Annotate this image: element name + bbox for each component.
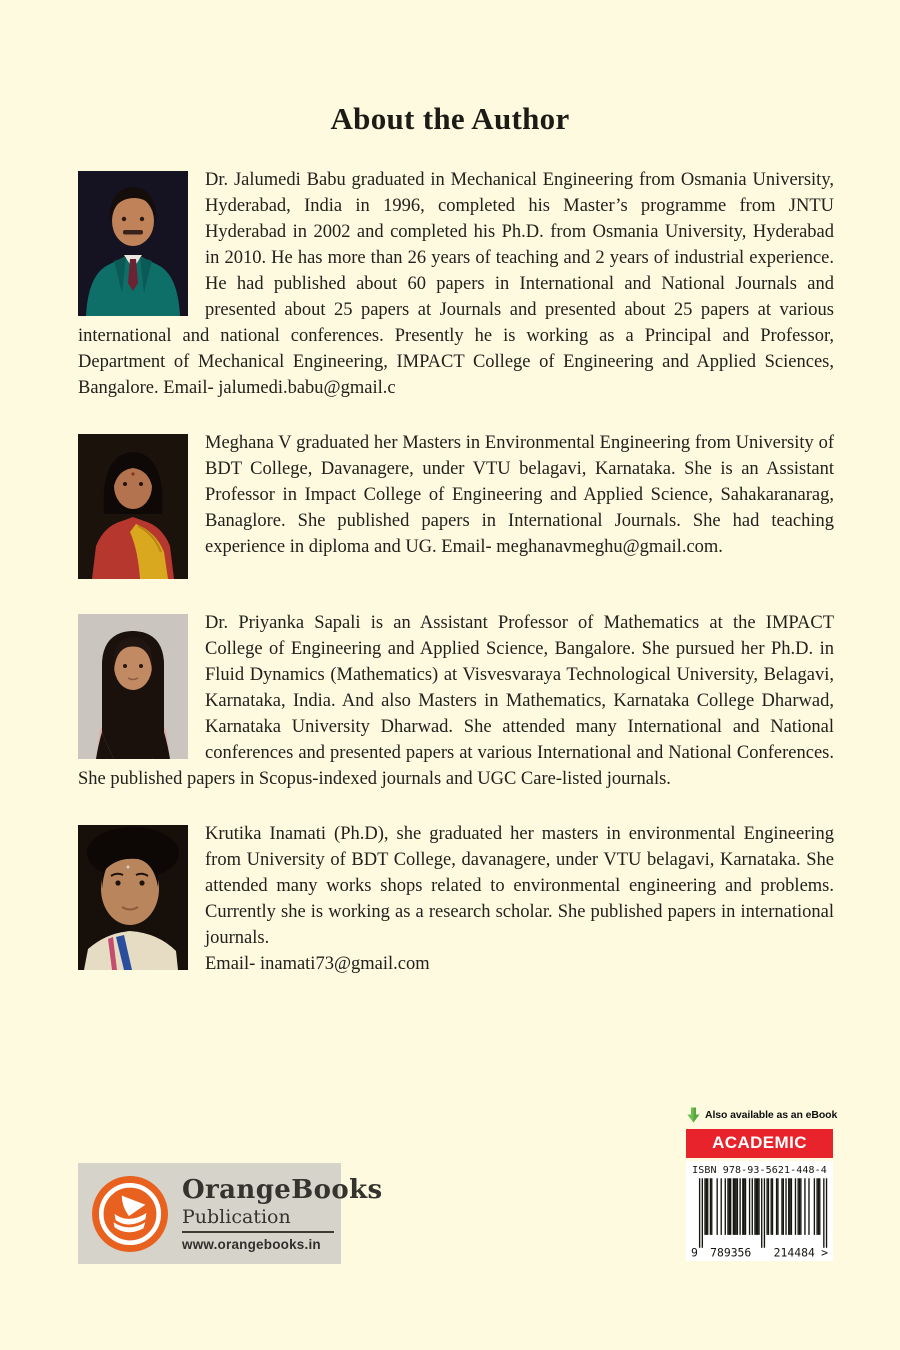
author-bio-4 (78, 821, 834, 977)
portrait-woman-pink-top (78, 614, 188, 759)
portrait-woman-closeup-lanyard (78, 825, 188, 970)
author-bio-3 (78, 610, 834, 792)
author-bio-2 (78, 430, 834, 581)
isbn-label: ISBN 978-93-5621-448-4 (692, 1165, 827, 1176)
category-badge: ACADEMIC (686, 1129, 833, 1158)
publisher-logo (78, 1163, 383, 1264)
publisher-subtitle: Publication (182, 1205, 334, 1233)
author-bios (0, 167, 900, 977)
author-photo-4 (78, 825, 188, 970)
author-bio-text-3: Dr. Priyanka Sapali is an Assistant Professor of Mathematics at the IMPACT College of Engineering and Applied Science, Bangalore. She pursued her Ph.D. in Fluid Dynamics (Mathematics) at Visvesvaraya Technological University, Belagavi, Karnataka, India. And also Masters in Mathematics, Karnataka College Dharwad, Karnataka University Dharwad. She attended many International and National conferences and presented papers at various International and National Conferences. She published papers in Scopus-indexed journals and UGC Care-listed journals. (78, 613, 834, 789)
author-bio-text-1: Dr. Jalumedi Babu graduated in Mechanical Engineering from Osmania University, Hyderabad, India in 1996, completed his Master’s programme from JNTU Hyderabad in 2002 and completed his Ph.D. from Osmania University, Hyderabad in 2010. He has more than 26 years of teaching and 2 years of industrial experience. He had published about 60 papers in International and National Journals and presented about 25 papers at Journals and presented about 25 papers at various international and national conferences. Presently he is working as a Principal and Professor, Department of Mechanical Engineering, IMPACT College of Engineering and Applied Sciences, Bangalore. Email- jalumedi.babu@gmail.c (78, 170, 834, 398)
author-photo-1 (78, 171, 188, 316)
portrait-man-teal-suit (78, 171, 188, 316)
author-bio-text-4: Krutika Inamati (Ph.D), she graduated her masters in environmental Engineering from University of BDT College, davanagere, under VTU belagavi, Karnataka. She attended many works shops related to environmental engineering and problems. Currently she is working as a research scholar. She published papers in international journals. (205, 824, 834, 948)
ebook-notice-label: Also available as an eBook (705, 1109, 838, 1121)
svg-text:214484: 214484 (773, 1245, 815, 1258)
publisher-name: OrangeBooks (182, 1175, 383, 1205)
page-title: About the Author (330, 101, 570, 136)
svg-text:9: 9 (691, 1245, 698, 1258)
publisher-text-block (182, 1175, 383, 1252)
svg-text:789356: 789356 (710, 1245, 752, 1258)
ebook-notice-row (687, 1107, 838, 1123)
author-bio-text-2: Meghana V graduated her Masters in Environmental Engineering from University of BDT College, Davanagere, under VTU belagavi, Karnataka. She is an Assistant Professor in Impact College of Engineering and Applied Science, Sahakaranarag, Banaglore. She published papers in International Journals. She had teaching experience in diploma and UG. Email- meghanavmeghu@gmail.com. (205, 433, 834, 557)
publisher-website: www.orangebooks.in (182, 1237, 321, 1252)
orangebooks-logo-icon (91, 1175, 169, 1253)
retail-block (686, 1107, 838, 1261)
svg-text:>: > (821, 1245, 828, 1258)
author-email-4: Email- inamati73@gmail.com (205, 954, 430, 974)
author-photo-2 (78, 434, 188, 579)
isbn-barcode (686, 1161, 833, 1261)
author-bio-1 (78, 167, 834, 401)
author-photo-3 (78, 614, 188, 759)
portrait-woman-red-yellow-saree (78, 434, 188, 579)
ebook-download-icon (687, 1107, 700, 1123)
ean13-barcode-bars (691, 1178, 828, 1258)
